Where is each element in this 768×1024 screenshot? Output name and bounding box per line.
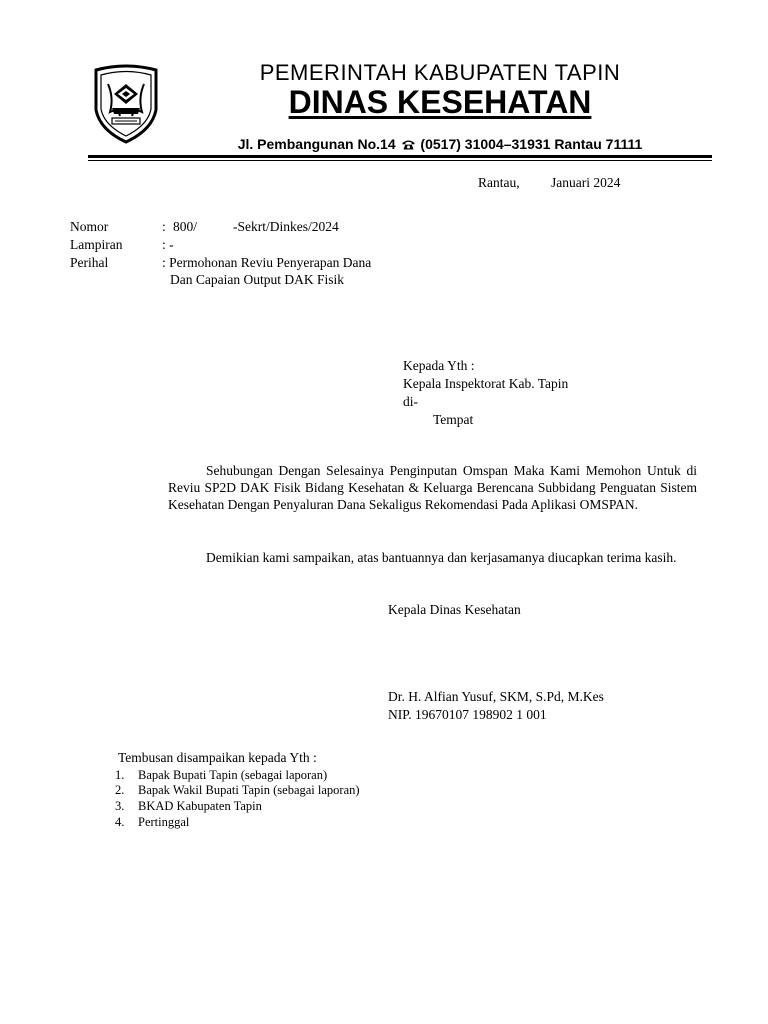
cc-item-text: BKAD Kabupaten Tapin [138, 799, 262, 813]
government-name: PEMERINTAH KABUPATEN TAPIN [259, 60, 621, 85]
nomor-separator: : [162, 219, 166, 234]
cc-item-text: Pertinggal [138, 815, 190, 829]
lampiran-label: Lampiran [70, 237, 123, 252]
nomor-value-suffix: -Sekrt/Dinkes/2024 [233, 219, 339, 234]
recipient-di: di- [403, 394, 418, 409]
address-phone: (0517) 31004–31931 Rantau 71111 [420, 136, 643, 152]
letterhead-address [168, 136, 712, 153]
perihal-label: Perihal [70, 255, 109, 270]
signature-title: Kepala Dinas Kesehatan [388, 602, 521, 617]
cc-item-number: 1. [115, 768, 125, 782]
regency-emblem-icon [88, 64, 164, 144]
letter-date: Januari 2024 [551, 175, 621, 190]
cc-item-text: Bapak Bupati Tapin (sebagai laporan) [138, 768, 328, 782]
perihal-line-1: : Permohonan Reviu Penyerapan Dana [162, 255, 372, 270]
nomor-label: Nomor [70, 219, 109, 234]
body-paragraph-1: Sehubungan Dengan Selesainya Penginputan Omspan Maka Kami Memohon Untuk di Reviu SP2D DAK Fisik Bidang Kesehatan & Keluarga Berencana Subbidang Penguatan Sistem Kesehatan Dengan Penyaluran Dana Sekaligus Rekomendasi Pada Aplikasi OMSPAN. [168, 463, 697, 512]
recipient-place: Tempat [433, 412, 474, 427]
letterhead-divider-thin [88, 160, 712, 161]
telephone-icon [402, 137, 415, 153]
cc-item-number: 3. [115, 799, 125, 813]
department-name: DINAS KESEHATAN [288, 84, 592, 120]
body-paragraph-2: Demikian kami sampaikan, atas bantuannya dan kerjasamanya diucapkan terima kasih. [206, 550, 677, 565]
nomor-value-prefix: 800/ [173, 219, 198, 234]
recipient-salutation: Kepada Yth : [403, 358, 475, 373]
cc-heading: Tembusan disampaikan kepada Yth : [118, 750, 317, 765]
cc-item-number: 2. [115, 783, 125, 797]
signatory-name: Dr. H. Alfian Yusuf, SKM, S.Pd, M.Kes [388, 689, 604, 704]
cc-item-text: Bapak Wakil Bupati Tapin (sebagai laporan) [138, 783, 360, 797]
lampiran-value: : - [162, 237, 174, 252]
letterhead-divider [88, 155, 712, 158]
signatory-nip: NIP. 19670107 198902 1 001 [388, 707, 547, 722]
letter-place: Rantau, [478, 175, 520, 190]
perihal-line-2: Dan Capaian Output DAK Fisik [170, 272, 344, 287]
address-street: Jl. Pembangunan No.14 [237, 136, 396, 152]
cc-item-number: 4. [115, 815, 125, 829]
recipient-name: Kepala Inspektorat Kab. Tapin [403, 376, 569, 391]
